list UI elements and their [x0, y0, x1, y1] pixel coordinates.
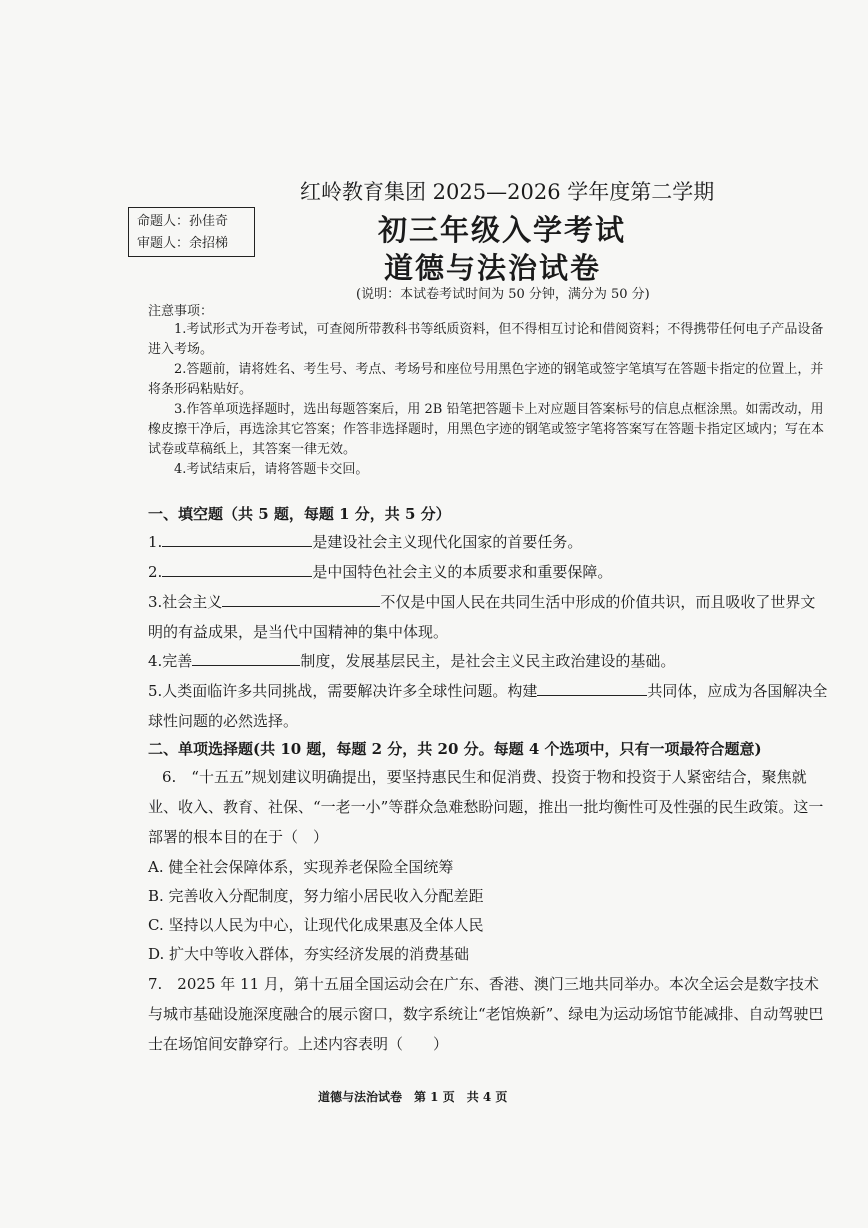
- question-5: [148, 676, 828, 736]
- option-d: D. 扩大中等收入群体，夯实经济发展的消费基础: [148, 945, 470, 963]
- page-footer: 道德与法治试卷 第 1 页 共 4 页: [318, 1090, 508, 1104]
- school-term-heading: 红岭教育集团 2025—2026 学年度第二学期: [300, 180, 715, 204]
- answer-blank[interactable]: [537, 679, 647, 696]
- option-c: C. 坚持以人民为中心，让现代化成果惠及全体人民: [148, 916, 484, 934]
- setter-box: [128, 207, 255, 257]
- question-1: [148, 527, 828, 557]
- question-text: 是建设社会主义现代化国家的首要任务。: [312, 533, 583, 551]
- question-text: 共同体，应成为各国解决全球性问题的必然选择。: [148, 682, 828, 730]
- question-2: [148, 557, 828, 587]
- exam-title: 初三年级入学考试: [378, 213, 627, 247]
- exam-time-note: (说明：本试卷考试时间为 50 分钟，满分为 50 分): [356, 287, 650, 302]
- notice-item: 2.答题前，请将姓名、考生号、考点、考场号和座位号用黑色字迹的钢笔或签字笔填写在答题卡指定的位置上，并将条形码粘贴好。: [148, 362, 824, 397]
- answer-blank[interactable]: [222, 590, 380, 607]
- question-number: 1.: [148, 533, 163, 551]
- option-a: A. 健全社会保障体系，实现养老保险全国统筹: [148, 858, 454, 876]
- section-heading-fill-blank: 一、填空题（共 5 题，每题 1 分，共 5 分）: [148, 505, 451, 523]
- answer-blank[interactable]: [162, 530, 312, 547]
- setter-line: 命题人：孙佳奇: [137, 214, 229, 229]
- question-6: 6. “十五五”规划建议明确提出，要坚持惠民生和促消费、投资于物和投资于人紧密结合，聚焦就业、收入、教育、社保、“一老一小”等群众急难愁盼问题，推出一批均衡性可及性强的民生政策。这一部署的根本目的在于（ ）: [148, 768, 824, 846]
- notice-item: 3.作答单项选择题时，选出每题答案后，用 2B 铅笔把答题卡上对应题目答案标号的信息点框涂黑。如需改动，用橡皮擦干净后，再选涂其它答案；作答非选择题时，用黑色字迹的钢笔或签字笔将答案写在答题卡指定区域内；写在本试卷或草稿纸上，其答案一律无效。: [148, 402, 825, 457]
- answer-blank[interactable]: [162, 560, 312, 577]
- question-text: 制度，发展基层民主，是社会主义民主政治建设的基础。: [300, 652, 676, 670]
- question-7: 7. 2025 年 11 月，第十五届全国运动会在广东、香港、澳门三地共同举办。本次全运会是数字技术与城市基础设施深度融合的展示窗口，数字系统让“老馆焕新”、绿电为运动场馆节能减排、自动驾驶巴士在场馆间安静穿行。上述内容表明（ ）: [148, 975, 824, 1053]
- notice-item: 1.考试形式为开卷考试，可查阅所带教科书等纸质资料，但不得相互讨论和借阅资料；不得携带任何电子产品设备进入考场。: [148, 322, 824, 357]
- question-3: [148, 587, 828, 647]
- question-number: 3.社会主义: [148, 593, 223, 611]
- option-b: B. 完善收入分配制度，努力缩小居民收入分配差距: [148, 887, 484, 905]
- question-number: 2.: [148, 563, 163, 581]
- question-text: 是中国特色社会主义的本质要求和重要保障。: [312, 563, 613, 581]
- question-number: 4.完善: [148, 652, 193, 670]
- question-text: 不仅是中国人民在共同生活中形成的价值共识，而且吸收了世界文明的有益成果，是当代中国精神的集中体现。: [148, 593, 816, 641]
- notice-item: 4.考试结束后，请将答题卡交回。: [174, 462, 369, 477]
- question-4: [148, 646, 828, 676]
- answer-blank[interactable]: [192, 649, 300, 666]
- question-number: 5.人类面临许多共同挑战，需要解决许多全球性问题。构建: [148, 682, 538, 700]
- reviewer-line: 审题人：余招梯: [137, 236, 229, 251]
- exam-subject-title: 道德与法治试卷: [384, 251, 602, 285]
- section-heading-single-choice: 二、单项选择题(共 10 题，每题 2 分，共 20 分。每题 4 个选项中，只有一项最符合题意): [148, 740, 762, 758]
- notice-heading: 注意事项：: [148, 304, 214, 319]
